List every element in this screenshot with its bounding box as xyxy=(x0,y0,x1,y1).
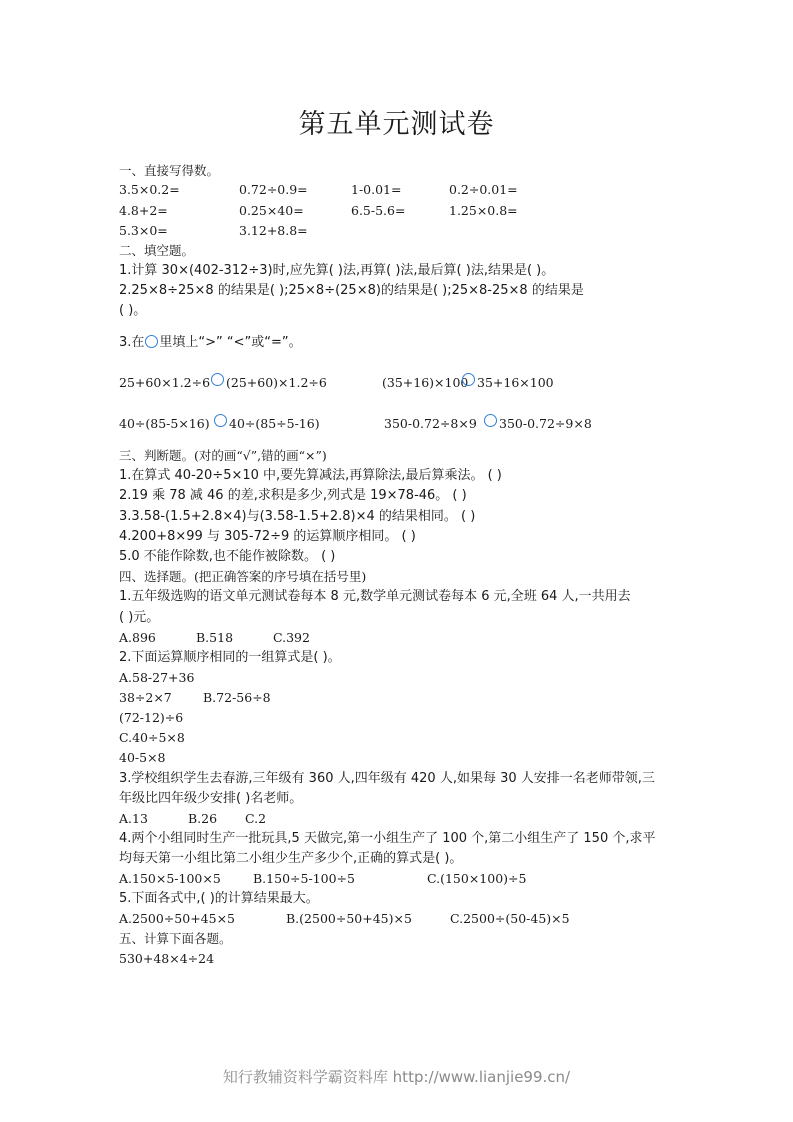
choice-option: (72-12)÷6 xyxy=(119,710,184,725)
choice-option: 40-5×8 xyxy=(119,750,166,765)
mental-math-item: 3.12+8.8= xyxy=(239,223,308,238)
choice-option: C.392 xyxy=(273,630,310,645)
compare-left: (35+16)×100 xyxy=(382,375,469,390)
calculation-expression: 530+48×4÷24 xyxy=(119,951,215,966)
blank-circle-icon xyxy=(145,335,158,348)
choice-option: C.2500÷(50-45)×5 xyxy=(450,911,570,926)
choice-option: B.518 xyxy=(196,630,234,645)
choice-option: A.896 xyxy=(119,630,156,645)
fill-question-3 xyxy=(119,333,302,352)
choice-option: A.150×5-100×5 xyxy=(119,871,221,886)
choice-question-1: 1.五年级选购的语文单元测试卷每本 8 元,数学单元测试卷每本 6 元,全班 64 人,一共用去 xyxy=(119,589,631,604)
section-3-heading: 三、判断题。(对的画“√”,错的画“×”) xyxy=(119,448,327,463)
choice-option: A.58-27+36 xyxy=(119,670,195,685)
section-4-heading: 四、选择题。(把正确答案的序号填在括号里) xyxy=(119,569,367,584)
choice-question-5: 5.下面各式中,( )的计算结果最大。 xyxy=(119,891,319,906)
mental-math-item: 0.25×40= xyxy=(239,203,304,218)
compare-right: 35+16×100 xyxy=(477,375,554,390)
judge-item: 3.3.58-(1.5+2.8×4)与(3.58-1.5+2.8)×4 的结果相同。 ( ) xyxy=(119,509,476,524)
fill-question-2-cont: ( )。 xyxy=(119,303,147,318)
page-title: 第五单元测试卷 xyxy=(298,109,495,140)
choice-option: B.26 xyxy=(188,811,218,826)
mental-math-item: 0.2÷0.01= xyxy=(449,182,518,197)
choice-option: A.13 xyxy=(119,811,148,826)
judge-item: 5.0 不能作除数,也不能作被除数。 ( ) xyxy=(119,549,336,564)
fill-question-1: 1.计算 30×(402-312÷3)时,应先算( )法,再算( )法,最后算( )法,结果是( )。 xyxy=(119,263,555,278)
mental-math-item: 6.5-5.6= xyxy=(351,203,406,218)
choice-option: C.(150×100)÷5 xyxy=(427,871,527,886)
footer-watermark: 知行教辅资料学霸资料库 http://www.lianjie99.cn/ xyxy=(222,1068,571,1086)
mental-math-item: 3.5×0.2= xyxy=(119,182,180,197)
choice-option: C.40÷5×8 xyxy=(119,730,185,745)
choice-option: 38÷2×7 xyxy=(119,690,172,705)
q3-prefix: 3.在 xyxy=(119,335,145,350)
section-5-heading: 五、计算下面各题。 xyxy=(119,931,232,946)
section-2-heading: 二、填空题。 xyxy=(119,243,195,258)
compare-right: 350-0.72÷9×8 xyxy=(499,416,592,431)
compare-right: (25+60)×1.2÷6 xyxy=(226,375,327,390)
judge-item: 1.在算式 40-20÷5×10 中,要先算减法,再算除法,最后算乘法。 ( ) xyxy=(119,468,502,483)
compare-left: 350-0.72÷8×9 xyxy=(384,416,477,431)
compare-left: 25+60×1.2÷6 xyxy=(119,375,211,390)
choice-question-1-cont: ( )元。 xyxy=(119,610,160,625)
mental-math-item: 4.8+2= xyxy=(119,203,168,218)
choice-option: C.2 xyxy=(245,811,267,826)
blank-circle-icon xyxy=(462,373,475,386)
choice-option: A.2500÷50+45×5 xyxy=(119,911,235,926)
compare-left: 40÷(85-5×16) xyxy=(119,416,210,431)
choice-question-2: 2.下面运算顺序相同的一组算式是( )。 xyxy=(119,650,341,665)
compare-right: 40÷(85÷5-16) xyxy=(229,416,320,431)
mental-math-item: 5.3×0= xyxy=(119,223,168,238)
blank-circle-icon xyxy=(211,373,224,386)
choice-question-3: 3.学校组织学生去春游,三年级有 360 人,四年级有 420 人,如果每 30 人安排一名老师带领,三 xyxy=(119,771,655,786)
mental-math-item: 0.72÷0.9= xyxy=(239,182,308,197)
judge-item: 4.200+8×99 与 305-72÷9 的运算顺序相同。 ( ) xyxy=(119,529,416,544)
judge-item: 2.19 乘 78 减 46 的差,求积是多少,列式是 19×78-46。 ( ) xyxy=(119,488,467,503)
choice-question-4-cont: 均每天第一小组比第二小组少生产多少个,正确的算式是( )。 xyxy=(119,851,463,866)
choice-option: B.(2500÷50+45)×5 xyxy=(286,911,412,926)
choice-option: B.150÷5-100÷5 xyxy=(253,871,355,886)
fill-question-2: 2.25×8÷25×8 的结果是( );25×8÷(25×8)的结果是( );25×8-25×8 的结果是 xyxy=(119,283,584,298)
section-1-heading: 一、直接写得数。 xyxy=(119,163,220,178)
choice-option: B.72-56÷8 xyxy=(203,690,271,705)
blank-circle-icon xyxy=(214,414,227,427)
mental-math-item: 1.25×0.8= xyxy=(449,203,518,218)
choice-question-4: 4.两个小组同时生产一批玩具,5 天做完,第一小组生产了 100 个,第二小组生产了 150 个,求平 xyxy=(119,831,656,846)
blank-circle-icon xyxy=(484,414,497,427)
q3-suffix: 里填上“>” “<”或“=”。 xyxy=(159,335,302,350)
mental-math-item: 1-0.01= xyxy=(351,182,402,197)
choice-question-3-cont: 年级比四年级少安排( )名老师。 xyxy=(119,791,303,806)
